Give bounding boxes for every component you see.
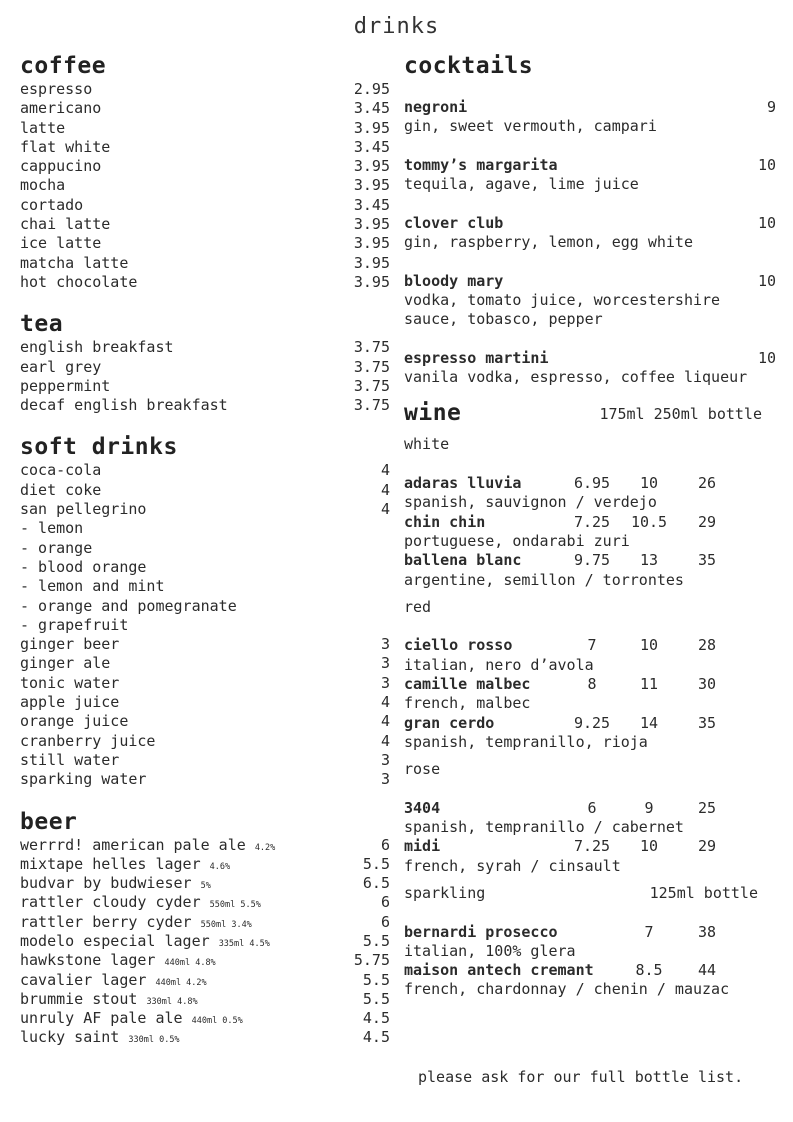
wine-price-p1: 9.75	[573, 551, 611, 570]
wine-desc: french, chardonnay / chenin / mauzac	[404, 980, 730, 999]
item-detail: 440ml 4.2%	[155, 977, 207, 988]
item-price: 6.5	[362, 874, 390, 893]
item-price: 3.95	[353, 272, 390, 291]
wine-group-name: white	[404, 435, 450, 454]
beer-list	[20, 836, 390, 1048]
wine-item	[404, 837, 776, 856]
cocktail-item	[404, 214, 776, 233]
item-name: budvar by budwieser	[20, 874, 192, 893]
item-name: hawkstone lager	[20, 951, 156, 970]
item-price: 5.5	[362, 931, 390, 950]
cocktail-price: 9	[766, 98, 776, 116]
wine-name: gran cerdo	[404, 713, 495, 732]
item-name: modelo especial lager	[20, 931, 210, 950]
wine-name: maison antech cremant	[404, 961, 594, 980]
wine-price-p3: 26	[697, 474, 717, 493]
cocktail-price: 10	[757, 271, 776, 290]
item-name: ginger beer	[20, 635, 120, 654]
item-price: 6	[380, 912, 390, 931]
menu-item	[20, 616, 390, 635]
item-price: 5.5	[362, 970, 390, 989]
cocktail-name: negroni	[404, 98, 468, 116]
page-title: drinks	[353, 14, 440, 39]
item-name: latte	[20, 118, 66, 137]
menu-item	[20, 654, 390, 673]
item-name: cavalier lager	[20, 970, 147, 989]
item-name: - orange	[20, 538, 93, 557]
wine-name: adaras lluvia	[404, 474, 522, 493]
menu-item	[20, 481, 390, 500]
menu-item	[20, 971, 390, 990]
wine-group-label	[404, 598, 776, 617]
item-name: sparking water	[20, 770, 147, 789]
item-price: 3	[380, 673, 390, 692]
item-price: 4	[380, 693, 390, 712]
menu-item	[20, 874, 390, 893]
item-name: espresso	[20, 80, 93, 98]
wine-price-p1: 7.25	[573, 512, 611, 531]
item-price: 2.95	[353, 80, 390, 98]
item-name: chai latte	[20, 215, 111, 234]
wine-item	[404, 923, 776, 942]
wine-desc: argentine, semillon / torrontes	[404, 570, 684, 589]
wine-header	[404, 399, 776, 427]
wine-desc: spanish, sauvignon / verdejo	[404, 493, 657, 512]
menu-item	[20, 215, 390, 234]
cocktail-desc: vodka, tomato juice, worcestershire	[404, 290, 721, 309]
wine-price-p1: 8.5	[635, 961, 663, 980]
wine-price-p3: 35	[697, 551, 717, 570]
wine-heading: wine	[404, 400, 462, 427]
menu-item	[20, 396, 390, 415]
item-price: 3.45	[353, 99, 390, 118]
wine-price-p1: 7.25	[573, 837, 611, 856]
wine-desc: italian, nero d’avola	[404, 655, 594, 674]
wine-price-p1: 7	[587, 636, 597, 655]
cocktail-price: 10	[757, 213, 776, 232]
cocktail-list	[404, 80, 776, 387]
wine-price-p1: 7	[644, 922, 654, 941]
item-name: mixtape helles lager	[20, 854, 201, 873]
wine-name: ciello rosso	[404, 636, 513, 655]
item-price: 4.5	[362, 1009, 390, 1028]
wine-item	[404, 961, 776, 980]
item-detail: 550ml 5.5%	[209, 900, 261, 911]
item-price: 4	[380, 480, 390, 499]
item-price: 3	[380, 635, 390, 654]
item-price: 5.5	[362, 854, 390, 873]
wine-group-name: sparkling	[404, 883, 486, 902]
item-name: peppermint	[20, 376, 111, 395]
wine-price-p3: 29	[697, 512, 717, 531]
footer-note: please ask for our full bottle list.	[418, 1068, 744, 1086]
item-name: flat white	[20, 137, 111, 156]
menu-item	[20, 461, 390, 480]
cocktail-desc: vanila vodka, espresso, coffee liqueur	[404, 368, 748, 387]
wine-price-p2: 9	[644, 798, 654, 817]
tea-list	[20, 338, 390, 415]
wine-price-p1: 9.25	[573, 713, 611, 732]
item-name: apple juice	[20, 693, 120, 712]
cocktail-name: tommy’s margarita	[404, 155, 558, 174]
wine-price-p1: 6	[587, 798, 597, 817]
menu-item	[20, 254, 390, 273]
item-name: werrrd! american pale ale	[20, 835, 246, 854]
right-column	[404, 52, 776, 1000]
item-price: 6	[380, 835, 390, 854]
item-name: mocha	[20, 176, 66, 195]
wine-group-label	[404, 884, 776, 903]
item-price: 3.95	[353, 118, 390, 137]
item-price: 3.75	[353, 338, 390, 357]
menu-item	[20, 893, 390, 912]
cocktail-name: clover club	[404, 213, 504, 232]
wine-price-p3: 30	[697, 675, 717, 694]
item-name: brummie stout	[20, 989, 138, 1008]
item-name: - blood orange	[20, 557, 147, 576]
wine-size-columns: 175ml 250ml bottle	[599, 405, 762, 424]
item-name: san pellegrino	[20, 500, 147, 519]
item-detail: 440ml 0.5%	[191, 1016, 243, 1027]
item-price: 3.75	[353, 396, 390, 415]
wine-name: camille malbec	[404, 675, 531, 694]
menu-item	[20, 80, 390, 99]
menu-item	[20, 836, 390, 855]
soft-drinks-list	[20, 461, 390, 789]
menu-item	[20, 558, 390, 577]
item-name: rattler berry cyder	[20, 912, 192, 931]
item-price: 3	[380, 654, 390, 673]
menu-item	[20, 119, 390, 138]
menu-item	[20, 932, 390, 951]
wine-price-p3: 25	[697, 798, 717, 817]
sparkling-size-columns: 125ml bottle	[649, 883, 758, 902]
wine-name: bernardi prosecco	[404, 922, 558, 941]
item-price: 3.95	[353, 215, 390, 234]
menu-item	[20, 770, 390, 789]
wine-price-p2: 14	[639, 713, 659, 732]
wine-name: midi	[404, 837, 441, 856]
menu-item	[20, 539, 390, 558]
item-name: ginger ale	[20, 654, 111, 673]
wine-item	[404, 551, 776, 570]
item-price: 4	[380, 461, 390, 480]
coffee-heading: coffee	[20, 53, 107, 79]
item-name: lucky saint	[20, 1028, 120, 1047]
item-price: 3.95	[353, 234, 390, 253]
menu-item	[20, 99, 390, 118]
item-name: tonic water	[20, 673, 120, 692]
menu-item	[20, 712, 390, 731]
wine-desc: french, syrah / cinsault	[404, 856, 621, 875]
wine-price-p2: 13	[639, 551, 659, 570]
item-price: 3.95	[353, 157, 390, 176]
cocktail-desc: gin, raspberry, lemon, egg white	[404, 233, 693, 252]
item-detail: 330ml 0.5%	[128, 1035, 180, 1046]
item-name: cappucino	[20, 157, 102, 176]
cocktail-item	[404, 156, 776, 175]
menu-item	[20, 176, 390, 195]
item-price: 3.75	[353, 376, 390, 395]
item-price: 3.45	[353, 195, 390, 214]
item-price: 5.5	[362, 989, 390, 1008]
wine-price-p3: 44	[697, 961, 717, 980]
cocktails-heading: cocktails	[404, 53, 534, 79]
soft-drinks-heading: soft drinks	[20, 434, 178, 461]
cocktail-desc: tequila, agave, lime juice	[404, 175, 639, 194]
item-price: 3.75	[353, 357, 390, 376]
menu-item	[20, 951, 390, 970]
item-name: still water	[20, 750, 120, 769]
item-price: 3	[380, 770, 390, 789]
item-name: rattler cloudy cyder	[20, 893, 201, 912]
menu-item	[20, 138, 390, 157]
item-name: cortado	[20, 195, 84, 214]
cocktail-item	[404, 272, 776, 291]
cocktail-desc: sauce, tobasco, pepper	[404, 310, 603, 329]
wine-price-p2: 10	[639, 474, 659, 493]
wine-item	[404, 799, 776, 818]
wine-desc: italian, 100% glera	[404, 941, 576, 960]
item-price: 4	[380, 500, 390, 519]
menu-item	[20, 855, 390, 874]
menu-item	[20, 990, 390, 1009]
menu-item	[20, 519, 390, 538]
menu-item	[20, 157, 390, 176]
wine-group-name: rose	[404, 760, 441, 779]
item-name: - orange and pomegranate	[20, 596, 237, 615]
item-name: - grapefruit	[20, 615, 129, 634]
item-name: ice latte	[20, 234, 102, 253]
menu-item	[20, 500, 390, 519]
item-name: coca-cola	[20, 461, 102, 480]
menu-item	[20, 338, 390, 357]
menu-item	[20, 1028, 390, 1047]
wine-group-label	[404, 760, 776, 779]
wine-desc: spanish, tempranillo / cabernet	[404, 818, 684, 837]
menu-item	[20, 913, 390, 932]
menu-item	[20, 732, 390, 751]
item-name: diet coke	[20, 480, 102, 499]
menu-item	[20, 1009, 390, 1028]
item-detail: 550ml 3.4%	[200, 919, 252, 930]
wine-name: 3404	[404, 798, 441, 817]
item-name: matcha latte	[20, 253, 129, 272]
wine-price-p3: 28	[697, 636, 717, 655]
wine-desc: spanish, tempranillo, rioja	[404, 732, 648, 751]
cocktail-name: espresso martini	[404, 348, 549, 367]
item-name: earl grey	[20, 357, 102, 376]
wine-group-label	[404, 435, 776, 454]
wine-group-name: red	[404, 597, 432, 616]
item-detail: 330ml 4.8%	[146, 996, 198, 1007]
wine-price-p1: 8	[587, 675, 597, 694]
wine-price-p2: 10.5	[630, 512, 668, 531]
menu-item	[20, 751, 390, 770]
coffee-list	[20, 80, 390, 292]
item-price: 4	[380, 712, 390, 731]
item-price: 3	[380, 750, 390, 769]
item-price: 6	[380, 893, 390, 912]
item-name: - lemon and mint	[20, 577, 165, 596]
item-price: 3.45	[353, 137, 390, 156]
item-price: 4	[380, 731, 390, 750]
menu-item	[20, 358, 390, 377]
cocktail-desc: gin, sweet vermouth, campari	[404, 117, 657, 136]
item-name: decaf english breakfast	[20, 396, 228, 415]
menu-item	[20, 635, 390, 654]
menu-item	[20, 377, 390, 396]
wine-price-p2: 10	[639, 837, 659, 856]
menu-item	[20, 674, 390, 693]
wine-item	[404, 474, 776, 493]
menu-item	[20, 693, 390, 712]
item-price: 3.95	[353, 253, 390, 272]
item-detail: 335ml 4.5%	[218, 938, 270, 949]
item-detail: 4.6%	[209, 861, 231, 872]
item-detail: 5%	[200, 881, 211, 892]
wine-name: ballena blanc	[404, 551, 522, 570]
cocktail-price: 10	[757, 155, 776, 174]
item-name: unruly AF pale ale	[20, 1009, 183, 1028]
cocktail-item	[404, 98, 776, 117]
item-name: americano	[20, 99, 102, 118]
wine-item	[404, 636, 776, 655]
menu-item	[20, 234, 390, 253]
item-detail: 4.2%	[254, 842, 276, 853]
tea-heading: tea	[20, 311, 64, 338]
item-name: orange juice	[20, 712, 129, 731]
wine-list	[404, 427, 776, 999]
item-price: 4.5	[362, 1028, 390, 1047]
wine-desc: french, malbec	[404, 694, 531, 713]
item-name: hot chocolate	[20, 272, 138, 291]
cocktail-item	[404, 349, 776, 368]
wine-price-p3: 29	[697, 837, 717, 856]
wine-price-p2: 11	[639, 675, 659, 694]
cocktail-price: 10	[757, 348, 776, 367]
wine-item	[404, 714, 776, 733]
wine-item	[404, 675, 776, 694]
item-name: english breakfast	[20, 338, 174, 357]
menu-item	[20, 597, 390, 616]
menu-item	[20, 577, 390, 596]
left-column	[20, 52, 390, 1048]
wine-price-p3: 38	[697, 922, 717, 941]
wine-desc: portuguese, ondarabi zuri	[404, 531, 630, 550]
wine-price-p1: 6.95	[573, 474, 611, 493]
item-name: - lemon	[20, 519, 84, 538]
item-price: 3.95	[353, 176, 390, 195]
item-name: cranberry juice	[20, 731, 156, 750]
wine-price-p2: 10	[639, 636, 659, 655]
cocktail-name: bloody mary	[404, 271, 504, 290]
wine-item	[404, 513, 776, 532]
beer-heading: beer	[20, 808, 78, 835]
menu-item	[20, 273, 390, 292]
item-price: 5.75	[353, 951, 390, 970]
menu-item	[20, 196, 390, 215]
wine-name: chin chin	[404, 512, 486, 531]
wine-price-p3: 35	[697, 713, 717, 732]
item-detail: 440ml 4.8%	[164, 958, 216, 969]
